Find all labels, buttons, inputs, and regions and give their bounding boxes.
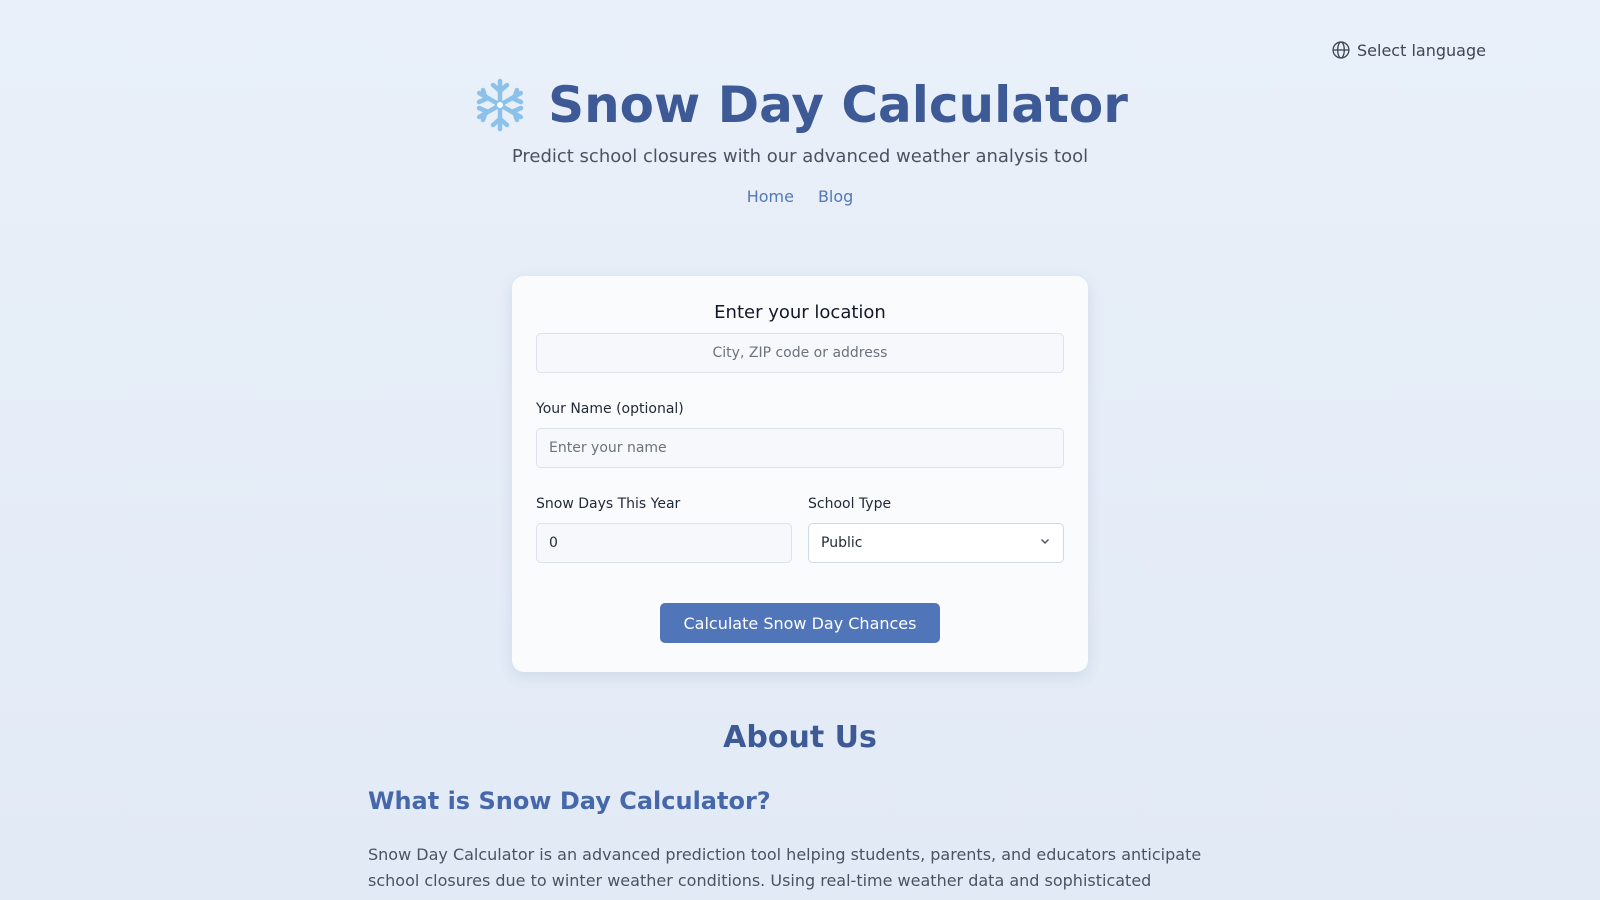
about-text: Snow Day Calculator is an advanced prediction tool helping students, parents, and educators anticipate school closures due to winter weather conditions. Using real-time weather data and sophisticated	[368, 845, 1202, 890]
school-type-select[interactable]	[808, 523, 1064, 563]
nav-home-link[interactable]: Home	[746, 187, 794, 206]
chevron-down-icon	[1039, 535, 1051, 551]
language-label: Select language	[1357, 40, 1486, 60]
nav-blog-link[interactable]: Blog	[817, 187, 854, 206]
globe-icon	[1331, 40, 1351, 60]
calculate-button[interactable]: Calculate Snow Day Chances	[660, 603, 941, 643]
submit-wrap	[536, 603, 1064, 643]
form-row	[536, 468, 1064, 563]
location-input[interactable]	[536, 333, 1064, 373]
page-title	[472, 70, 1128, 140]
snowflake-icon	[472, 77, 528, 133]
snow-days-field	[536, 468, 792, 563]
snow-days-label: Snow Days This Year	[536, 496, 681, 512]
snow-days-input[interactable]	[536, 523, 792, 563]
name-label: Your Name (optional)	[536, 401, 684, 417]
page-subtitle: Predict school closures with our advanced weather analysis tool	[511, 146, 1089, 167]
calculator-card	[512, 276, 1088, 672]
page-header	[0, 70, 1600, 206]
school-type-value: Public	[821, 535, 863, 551]
about-subheading: What is Snow Day Calculator?	[368, 787, 771, 815]
location-label: Enter your location	[714, 302, 886, 323]
language-selector[interactable]	[1331, 40, 1486, 60]
main-nav	[0, 187, 1600, 206]
school-type-label: School Type	[808, 496, 892, 512]
about-heading: About Us	[723, 720, 877, 755]
page-title-text: Snow Day Calculator	[548, 76, 1128, 134]
school-type-field	[808, 468, 1064, 563]
name-input[interactable]	[536, 428, 1064, 468]
